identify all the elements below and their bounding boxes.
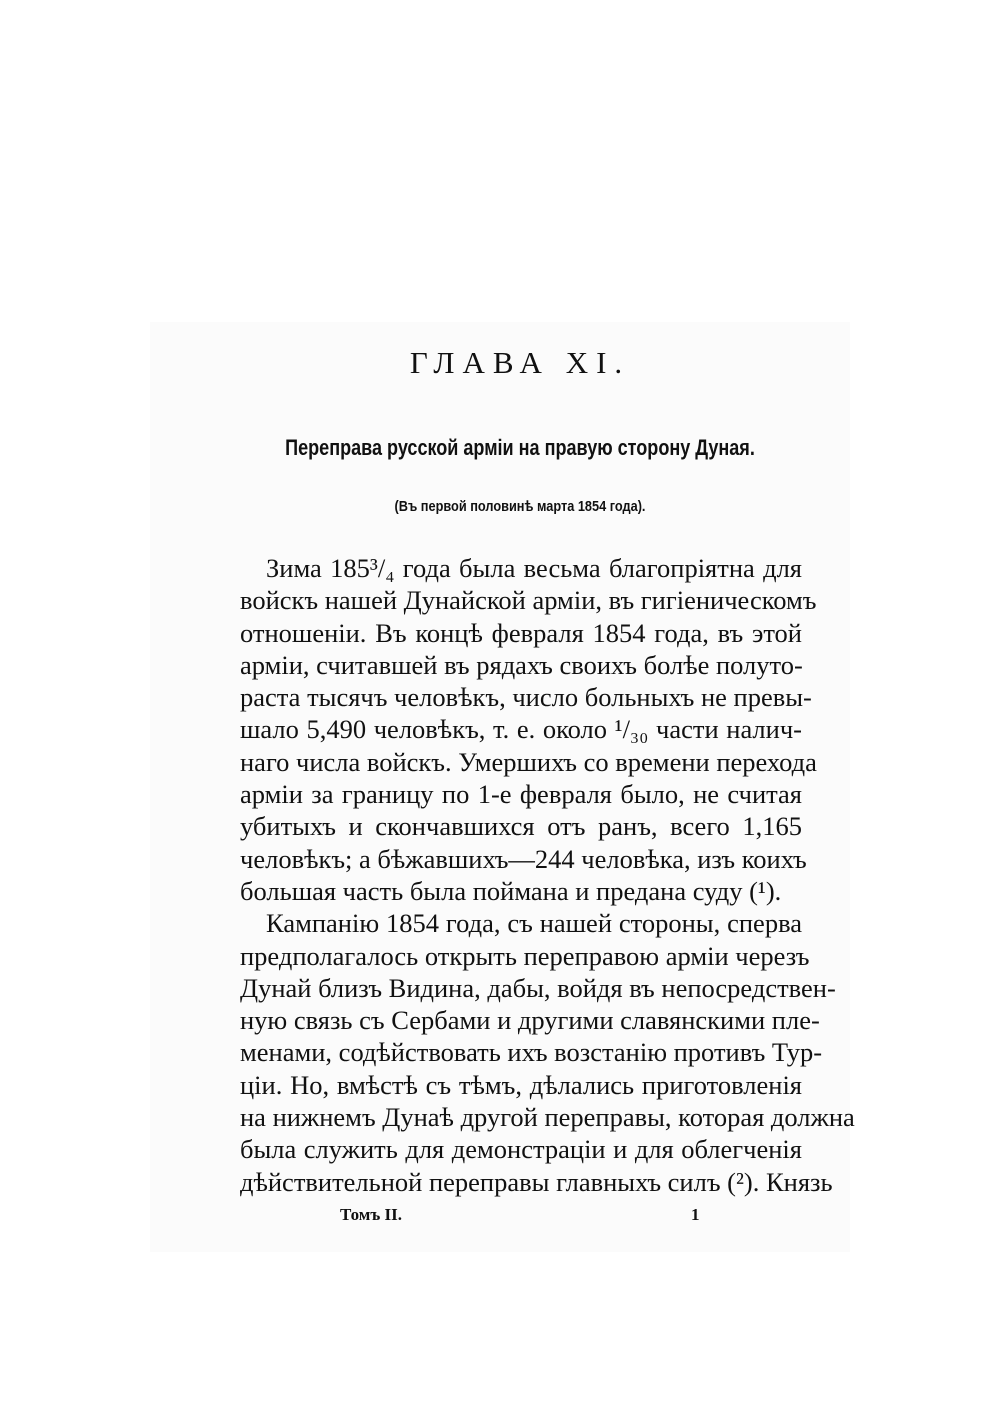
text-line: раста тысячъ человѣкъ, число больныхъ не превы- (240, 682, 812, 713)
text-line: была служить для демонстраціи и для облегченія (240, 1134, 802, 1165)
body-text (240, 552, 855, 1198)
text-line: дѣйствительной переправы главныхъ силъ (²). Князь (240, 1166, 833, 1197)
text-line: Дунай близъ Видина, дабы, войдя въ непосредствен- (240, 972, 836, 1003)
text-line: предполагалось открыть переправою арміи черезъ (240, 940, 810, 971)
text-line: отношеніи. Въ концѣ февраля 1854 года, въ этой (240, 617, 802, 648)
text-line: убитыхъ и скончавшихся отъ ранъ, всего 1,165 (240, 811, 802, 842)
text-line: шало 5,490 человѣкъ, т. е. около ¹/₃₀ части налич- (240, 714, 802, 745)
page-footer (0, 1202, 1000, 1228)
text-line: Зима 185³/₄ года была весьма благопріятна для (266, 553, 802, 583)
text-line: ную связь съ Сербами и другими славянскими пле- (240, 1005, 820, 1036)
text-line: человѣкъ; а бѣжавшихъ—244 человѣка, изъ коихъ (240, 843, 807, 874)
text-line: на нижнемъ Дунаѣ другой переправы, которая должна (240, 1102, 855, 1133)
text-line: наго числа войскъ. Умершихъ со времени перехода (240, 746, 817, 777)
chapter-date: (Въ первой половинѣ марта 1854 года). (394, 498, 646, 515)
text-line: большая часть была поймана и предана суду (¹). (240, 875, 782, 906)
text-line: ціи. Но, вмѣстѣ съ тѣмъ, дѣлались приготовленія (240, 1069, 802, 1100)
volume-label: Томъ II. (340, 1205, 402, 1224)
text-line: войскъ нашей Дунайской арміи, въ гигіеническомъ (240, 585, 817, 616)
page-number: 1 (691, 1205, 700, 1224)
text-line: арміи, считавшей въ рядахъ своихъ болѣе полуто- (240, 649, 803, 680)
chapter-title: ГЛАВА XI. (409, 345, 631, 380)
text-line: арміи за границу по 1-е февраля было, не считая (240, 779, 802, 810)
text-line: менами, содѣйствовать ихъ возстанію противъ Тур- (240, 1037, 823, 1068)
text-line: Кампанію 1854 года, съ нашей стороны, сперва (266, 908, 802, 939)
chapter-subtitle: Переправа русской арміи на правую сторону Дуная. (285, 435, 755, 460)
